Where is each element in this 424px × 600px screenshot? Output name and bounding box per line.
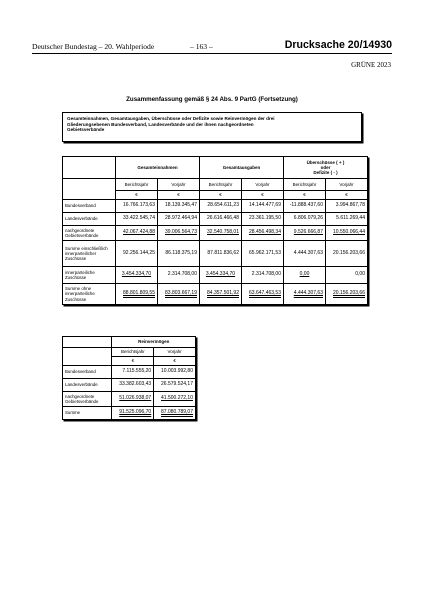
value-cell: 83.803.667,19 (158, 284, 200, 305)
row-label: Landesverbände (63, 379, 112, 392)
value-cell: 87.811.836,62 (200, 241, 242, 267)
col-prev: Vorjahr (158, 179, 200, 191)
value-cell: 16.766.173,63 (116, 200, 158, 213)
group-income: Gesamteinnahmen (116, 157, 200, 179)
row-label: Bundesverband (63, 200, 116, 213)
header-parliament: Deutscher Bundestag – 20. Wahlperiode (32, 42, 155, 51)
value-cell: 33.382.603,43 (112, 379, 154, 392)
value-cell: 28.972.464,94 (158, 213, 200, 226)
value-cell: 3.994.867,78 (326, 200, 368, 213)
value-cell: 92.256.144,25 (116, 241, 158, 267)
col-current: Berichtsjahr (200, 179, 242, 191)
value-cell: 5.611.269,44 (326, 213, 368, 226)
value-cell: 84.357.501,92 (200, 284, 242, 305)
value-cell: 0,00 (284, 267, 326, 284)
value-cell: 26.616.466,48 (200, 213, 242, 226)
value-cell: 14.144.477,69 (242, 200, 284, 213)
value-cell: 6.806.079,26 (284, 213, 326, 226)
note-line: Gliederungsebenen Bundesverband, Landesverbände und der ihnen nachgeordneten (67, 121, 254, 127)
net-assets-table (62, 336, 196, 420)
page-number: – 163 – (190, 42, 213, 51)
unit-cell: € (200, 191, 242, 200)
value-cell: 20.156.203,66 (326, 241, 368, 267)
value-cell: 3.454.334,70 (200, 267, 242, 284)
table-row (63, 213, 368, 226)
value-cell: 42.067.424,88 (116, 226, 158, 241)
corner-cell (63, 179, 116, 191)
group-surplus-line: Überschüsse ( + ) (306, 159, 345, 165)
table-row (63, 366, 196, 379)
value-cell: 65.962.171,53 (242, 241, 284, 267)
row-label: nachgeordnete Gebietsverbände (63, 226, 116, 241)
row-label: Landesverbände (63, 213, 116, 226)
section-title: Zusammenfassung gemäß § 24 Abs. 9 PartG (Fortsetzung) (126, 96, 298, 103)
row-label: Bundesverband (63, 366, 112, 379)
col-prev: Vorjahr (242, 179, 284, 191)
group-surplus-line: oder (320, 164, 331, 170)
doc-number: 14930 (362, 39, 392, 51)
table-row (63, 241, 368, 267)
unit-cell: € (154, 357, 196, 366)
header-rule (32, 53, 392, 54)
col-prev: Vorjahr (154, 348, 196, 357)
table-row (63, 267, 368, 284)
doc-prefix: Drucksache 20/ (284, 39, 363, 51)
corner-cell (63, 157, 116, 179)
group-surplus (284, 157, 368, 179)
value-cell: 18.139.345,47 (158, 200, 200, 213)
income-expense-table (62, 156, 368, 305)
row-label: Summe ohne innerparteiliche Zuschüsse (63, 284, 116, 305)
value-cell: 86.118.375,19 (158, 241, 200, 267)
value-cell: -11.888.437,60 (284, 200, 326, 213)
col-current: Berichtsjahr (112, 348, 154, 357)
unit-cell: € (112, 357, 154, 366)
table-row (63, 200, 368, 213)
value-cell: 28.654.611,23 (200, 200, 242, 213)
note-line: Gesamteinnahmen, Gesamtausgaben, Überschüsse oder Defizite sowie Reinvermögen der drei (67, 116, 275, 121)
col-prev: Vorjahr (326, 179, 368, 191)
value-cell: 87.080.789,07 (154, 407, 196, 420)
value-cell: 2.314.708,00 (242, 267, 284, 284)
value-cell: 2.314.708,00 (158, 267, 200, 284)
group-net-assets: Reinvermögen (112, 337, 196, 348)
table-row (63, 226, 368, 241)
value-cell: 10.003.992,80 (154, 366, 196, 379)
unit-cell: € (284, 191, 326, 200)
value-cell: 28.456.498,34 (242, 226, 284, 241)
unit-cell: € (326, 191, 368, 200)
row-label: Summe einschließlich innerparteilicher Zuschüsse (63, 241, 116, 267)
value-cell: 10.550.066,44 (326, 226, 368, 241)
value-cell: 0,00 (326, 267, 368, 284)
value-cell: 88.801.809,55 (116, 284, 158, 305)
corner-cell (63, 348, 112, 357)
value-cell: 33.422.545,74 (116, 213, 158, 226)
value-cell: 26.579.524,17 (154, 379, 196, 392)
col-current: Berichtsjahr (116, 179, 158, 191)
value-cell: 9.526.666,87 (284, 226, 326, 241)
table-row (63, 379, 196, 392)
value-cell: 51.026.938,07 (112, 392, 154, 407)
value-cell: 41.500.272,10 (154, 392, 196, 407)
corner-cell (63, 191, 116, 200)
row-label: innerparteiliche Zuschüsse (63, 267, 116, 284)
unit-cell: € (242, 191, 284, 200)
row-label: nachgeordnete Gebietsverbände (63, 392, 112, 407)
value-cell: 4.444.307,63 (284, 284, 326, 305)
summary-note-box (62, 112, 362, 142)
corner-cell (63, 357, 112, 366)
unit-cell: € (116, 191, 158, 200)
table-row (63, 284, 368, 305)
value-cell: 91.525.096,70 (112, 407, 154, 420)
col-current: Berichtsjahr (284, 179, 326, 191)
value-cell: 4.444.307,63 (284, 241, 326, 267)
value-cell: 3.454.334,70 (116, 267, 158, 284)
party-label: GRÜNE 2023 (351, 61, 391, 69)
group-expenses: Gesamtausgaben (200, 157, 284, 179)
value-cell: 39.006.564,73 (158, 226, 200, 241)
value-cell: 20.156.203,66 (326, 284, 368, 305)
table-row (63, 392, 196, 407)
row-label: Summe (63, 407, 112, 420)
corner-cell (63, 337, 112, 348)
unit-cell: € (158, 191, 200, 200)
document-number (285, 39, 392, 51)
group-surplus-line: Defizite ( - ) (313, 170, 338, 176)
note-line: Gebietsverbände (67, 127, 105, 133)
value-cell: 7.115.555,20 (112, 366, 154, 379)
table-row (63, 407, 196, 420)
value-cell: 23.361.195,50 (242, 213, 284, 226)
value-cell: 63.647.463,53 (242, 284, 284, 305)
value-cell: 32.540.758,01 (200, 226, 242, 241)
